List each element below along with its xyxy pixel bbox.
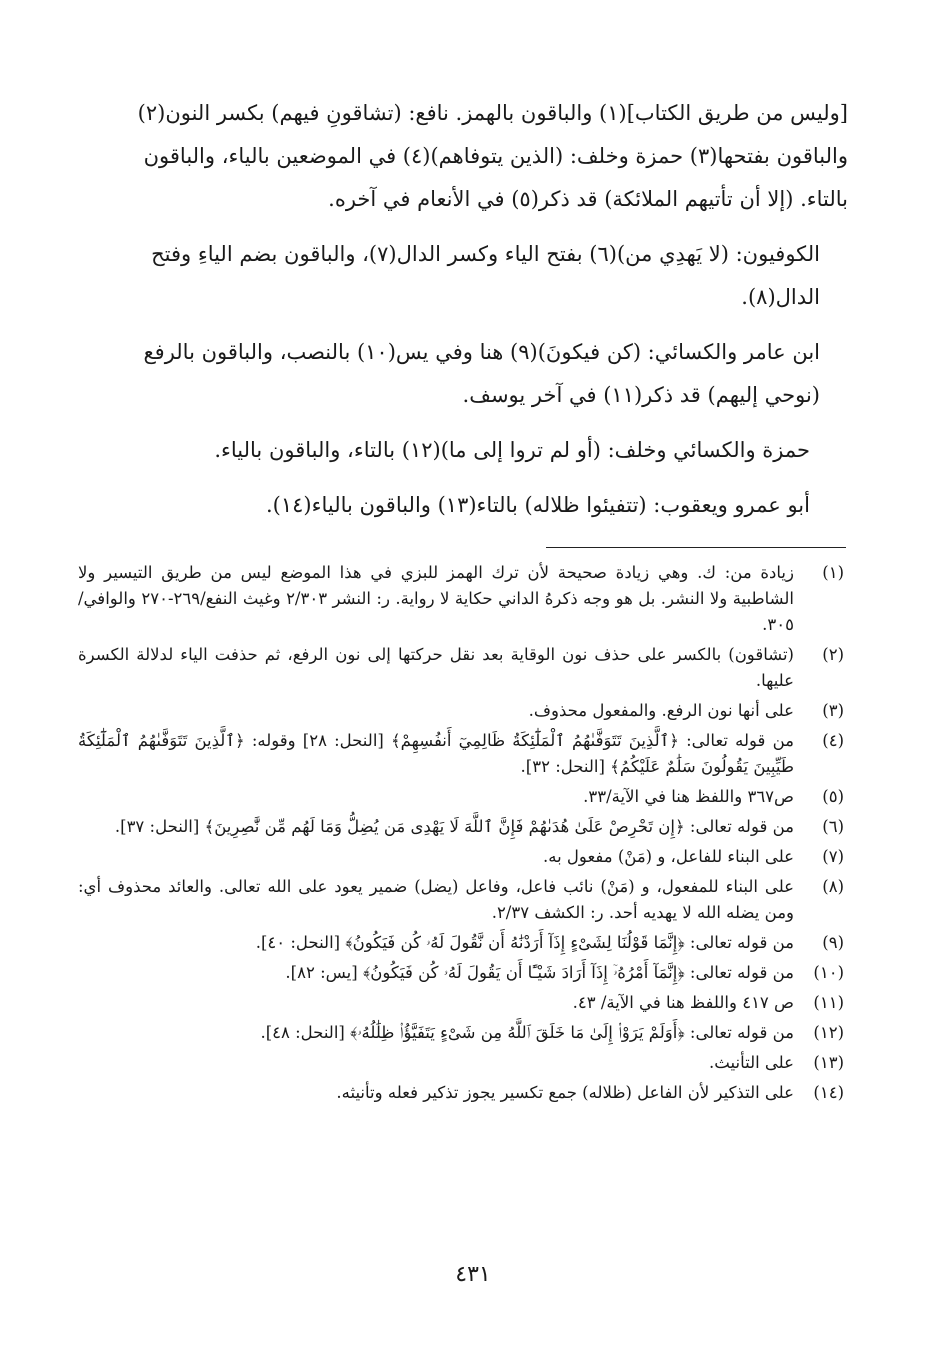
- footnote-text: على التأنيث.: [709, 1053, 794, 1072]
- page-number: ٤٣١: [455, 1262, 491, 1287]
- footnote-text: من قوله تعالى: ﴿ٱلَّذِينَ تَتَوَفَّىٰهُمُ ٱلْمَلَٰٓئِكَةُ ظَالِمِيٓ أَنفُسِهِمْ﴾ [النحل: ٢٨] وقوله: ﴿ٱلَّذِينَ تَتَوَفَّىٰهُمُ ٱلْمَلَٰٓئِكَةُ طَيِّبِينَ يَقُولُونَ سَلَٰمٌ عَلَيْكُمُ﴾ [النحل: ٣٢].: [78, 731, 794, 776]
- footnote-number: (٨): [822, 877, 844, 896]
- footnote-number: (٩): [822, 933, 844, 952]
- footnote-number: (٥): [822, 787, 844, 806]
- paragraph: [78, 429, 848, 472]
- footnote: [78, 642, 844, 694]
- footnote: [78, 990, 844, 1016]
- footnote: [78, 874, 844, 926]
- footnote-number: (١٢): [813, 1023, 844, 1042]
- footnote-number: (١٤): [813, 1083, 844, 1102]
- footnote-number: (١٠): [813, 963, 844, 982]
- footnote-number: (٦): [822, 817, 844, 836]
- footnote-text: على البناء للفاعل، و (مَنْ) مفعول به.: [543, 847, 794, 866]
- paragraph: [78, 92, 848, 221]
- paragraph: [78, 484, 848, 527]
- text-line: (نوحي إليهم) قد ذكر(١١) في آخر يوسف.: [462, 383, 820, 407]
- footnote-text: زيادة من: ك. وهي زيادة صحيحة لأن ترك الهمز للبزي في هذا الموضع ليس من طريق التيسير ولا الشاطبية ولا النشر. بل هو وجه ذكرهُ الداني حكاية لا رواية. ر: النشر ٢/٣٠٣ وغيث النفع/٢٦٩-٢٧٠ والوافي/٣٠٥.: [78, 563, 794, 634]
- footnotes: [78, 560, 844, 1110]
- text-line: أبو عمرو ويعقوب: (تتفيئوا ظلاله) بالتاء(١٣) والباقون بالياء(١٤).: [265, 493, 810, 517]
- footnote: [78, 1050, 844, 1076]
- paragraph: [78, 233, 848, 319]
- footnote: [78, 930, 844, 956]
- footnote-number: (٣): [822, 701, 844, 720]
- text-line: حمزة والكسائي وخلف: (أو لم تروا إلى ما)(١٢) بالتاء، والباقون بالياء.: [214, 438, 810, 462]
- footnote: [78, 1080, 844, 1106]
- footnote-text: على البناء للمفعول، و (مَنْ) نائب فاعل، وفاعل (يضل) ضمير يعود على الله تعالى. والعائد محذوف أي: ومن يضله الله لا يهديه أحد. ر: الكشف ٢/٣٧.: [78, 877, 794, 922]
- footnote: [78, 814, 844, 840]
- footnote: [78, 784, 844, 810]
- footnote-text: على أنها نون الرفع. والمفعول محذوف.: [528, 701, 794, 720]
- footnote-number: (١١): [813, 993, 844, 1012]
- footnote-number: (١٣): [813, 1053, 844, 1072]
- footnote: [78, 844, 844, 870]
- footnote-text: من قوله تعالى: ﴿إِنَّمَا قَوْلُنَا لِشَىْءٍ إِذَآ أَرَدْنَٰهُ أَن نَّقُولَ لَهُۥ كُن فَيَكُونُ﴾ [النحل: ٤٠].: [255, 933, 794, 952]
- footnote-number: (١): [822, 563, 844, 582]
- text-line: الكوفيون: (لا يَهدِي من)(٦) بفتح الياء وكسر الدال(٧)، والباقون بضم الياءِ وفتح: [151, 242, 820, 266]
- footnote-text: ص٣٦٧ واللفظ هنا في الآية/٣٣.: [583, 787, 794, 806]
- paragraph: [78, 331, 848, 417]
- footnote-number: (٧): [822, 847, 844, 866]
- footnote-text: ص ٤١٧ واللفظ هنا في الآية/ ٤٣.: [572, 993, 794, 1012]
- footnote-divider: [546, 547, 846, 548]
- footnote-number: (٢): [822, 645, 844, 664]
- footnote-number: (٤): [822, 731, 844, 750]
- text-line: ابن عامر والكسائي: (كن فيكونَ)(٩) هنا وفي يس(١٠) بالنصب، والباقون بالرفع: [143, 340, 820, 364]
- footnote: [78, 698, 844, 724]
- text-line: [وليس من طريق الكتاب](١) والباقون بالهمز. نافع: (تشاقونِ فيهم) بكسر النون(٢): [137, 101, 848, 125]
- footnote: [78, 728, 844, 780]
- footnote-text: من قوله تعالى: ﴿أَوَلَمْ يَرَوْا۟ إِلَىٰ مَا خَلَقَ ٱللَّهُ مِن شَىْءٍ يَتَفَيَّؤُا۟ ظِلَٰلُهُۥ﴾ [النحل: ٤٨].: [260, 1023, 794, 1042]
- footnote-text: على التذكير لأن الفاعل (ظلاله) جمع تكسير يجوز تذكير فعله وتأنيثه.: [336, 1083, 794, 1102]
- main-text: [78, 92, 848, 539]
- footnote-text: من قوله تعالى: ﴿إِن تَحْرِصْ عَلَىٰ هُدَىٰهُمْ فَإِنَّ ٱللَّهَ لَا يَهْدِى مَن يُضِلُّ وَمَا لَهُم مِّن نَّٰصِرِينَ﴾ [النحل: ٣٧].: [114, 817, 794, 836]
- text-line: الدال(٨).: [741, 285, 820, 309]
- footnote: [78, 960, 844, 986]
- text-line: والباقون بفتحها(٣) حمزة وخلف: (الذين يتوفاهم)(٤) في الموضعين بالياء، والباقون: [143, 144, 848, 168]
- footnote: [78, 1020, 844, 1046]
- footnote: [78, 560, 844, 638]
- footnote-text: من قوله تعالى: ﴿إِنَّمَآ أَمْرُهُۥٓ إِذَآ أَرَادَ شَيْـًٔا أَن يَقُولَ لَهُۥ كُن فَيَكُونُ﴾ [يس: ٨٢].: [285, 963, 794, 982]
- footnote-text: (تشاقون) بالكسر على حذف نون الوقاية بعد نقل حركتها إلى نون الرفع، ثم حذفت الياء لدلالة الكسرة عليها.: [78, 645, 794, 690]
- text-line: بالتاء. (إلا أن تأتيهم الملائكة) قد ذكر(٥) في الأنعام في آخره.: [328, 187, 848, 211]
